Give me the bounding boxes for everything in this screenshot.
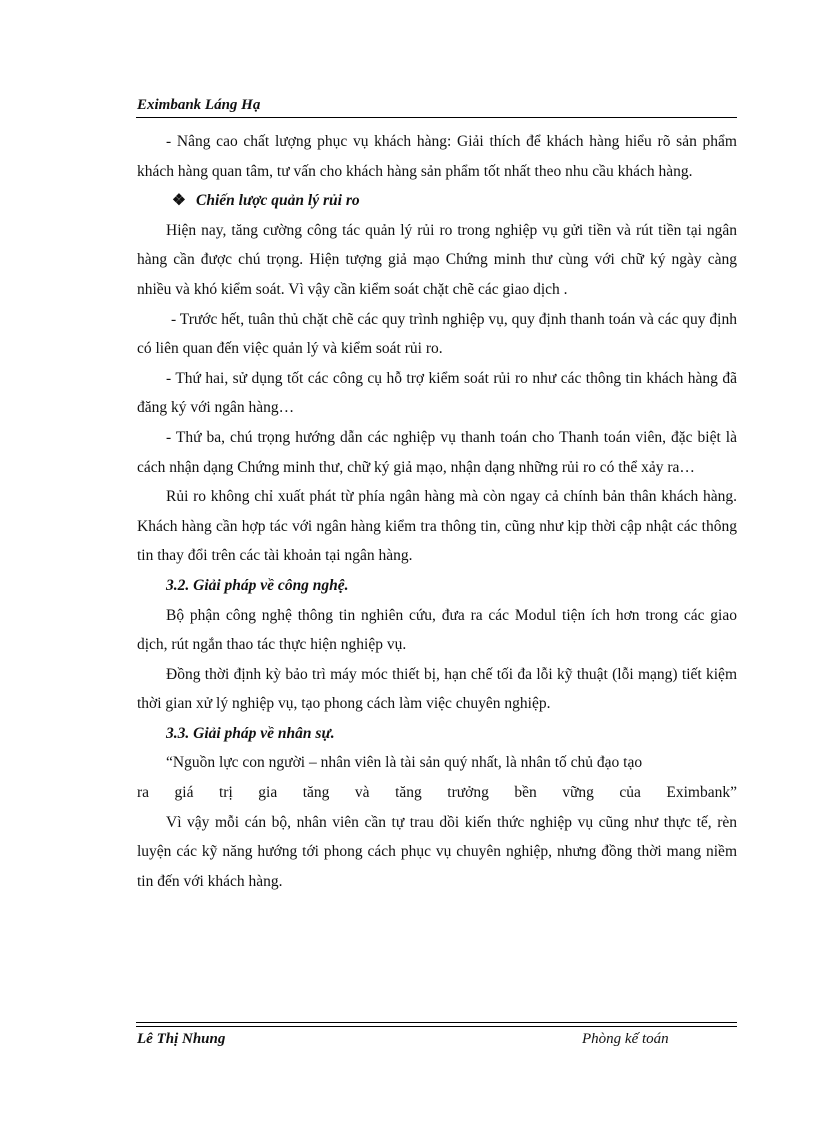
- strategy-heading-text: Chiến lược quản lý rủi ro: [196, 192, 360, 210]
- header-title: Eximbank Láng Hạ: [137, 97, 261, 113]
- paragraph-technology-2: Đồng thời định kỳ bảo trì máy móc thiết bị, hạn chế tối đa lỗi kỹ thuật (lỗi mạng) tiết kiệm thời gian xử lý nghiệp vụ, tạo phong cách làm việc chuyên nghiệp.: [137, 665, 737, 713]
- footer-department: Phòng kế toán: [582, 1031, 669, 1047]
- paragraph-risk-intro: Hiện nay, tăng cường công tác quản lý rủi ro trong nghiệp vụ gửi tiền và rút tiền tại ngân hàng cần được chú trọng. Hiện tượng giả mạo Chứng minh thư cùng với chữ ký ngày càng nhiều và khó kiểm soát. Vì vậy cần kiểm soát chặt chẽ các giao dịch .: [137, 221, 737, 298]
- footer-divider-thick: [136, 1022, 737, 1023]
- paragraph-service-quality: - Nâng cao chất lượng phục vụ khách hàng: Giải thích để khách hàng hiểu rõ sản phẩm khách hàng quan tâm, tư vấn cho khách hàng sản phẩm tốt nhất theo nhu cầu khách hàng.: [137, 133, 737, 180]
- paragraph-technology-1: Bộ phận công nghệ thông tin nghiên cứu, đưa ra các Modul tiện ích hơn trong các giao dịch, rút ngắn thao tác thực hiện nghiệp vụ.: [137, 606, 737, 654]
- document-body: [137, 127, 737, 896]
- strategy-heading: [137, 186, 737, 216]
- paragraph-risk-customer: Rủi ro không chỉ xuất phát từ phía ngân hàng mà còn ngay cả chính bản thân khách hàng. Khách hàng cần hợp tác với ngân hàng kiểm tra thông tin, cũng như kịp thời cập nhật các thông tin thay đổi trên các tài khoản tại ngân hàng.: [137, 488, 737, 565]
- paragraph-personnel: Vì vậy mỗi cán bộ, nhân viên cần tự trau dồi kiến thức nghiệp vụ cũng như thực tế, rèn luyện các kỹ năng hướng tới phong cách phục vụ chuyên nghiệp, nhưng đồng thời mang niềm tin đến với khách hàng.: [137, 813, 737, 890]
- section-heading-personnel: 3.3. Giải pháp về nhân sự.: [166, 724, 335, 742]
- paragraph-quote-line-2: ra giá trị gia tăng và tăng trưởng bền vững của Eximbank”: [137, 784, 737, 802]
- paragraph-risk-first: - Trước hết, tuân thủ chặt chẽ các quy trình nghiệp vụ, quy định thanh toán và các quy định có liên quan đến việc quản lý và kiểm soát rủi ro.: [137, 310, 737, 358]
- diamond-bullet-icon: ❖: [172, 192, 186, 210]
- paragraph-quote-line-1: “Nguồn lực con người – nhân viên là tài sản quý nhất, là nhân tố chủ đạo tạo: [166, 754, 643, 772]
- paragraph-risk-third: - Thứ ba, chú trọng hướng dẫn các nghiệp vụ thanh toán cho Thanh toán viên, đặc biệt là cách nhận dạng Chứng minh thư, chữ ký giả mạo, nhận dạng những rủi ro có thể xảy ra…: [137, 428, 737, 476]
- paragraph-risk-second: - Thứ hai, sử dụng tốt các công cụ hỗ trợ kiểm soát rủi ro như các thông tin khách hàng đã đăng ký với ngân hàng…: [137, 369, 737, 417]
- footer-author: Lê Thị Nhung: [137, 1031, 226, 1047]
- header-divider: [136, 117, 737, 118]
- section-heading-technology: 3.2. Giải pháp về công nghệ.: [166, 576, 349, 594]
- footer-divider-thin: [136, 1026, 737, 1027]
